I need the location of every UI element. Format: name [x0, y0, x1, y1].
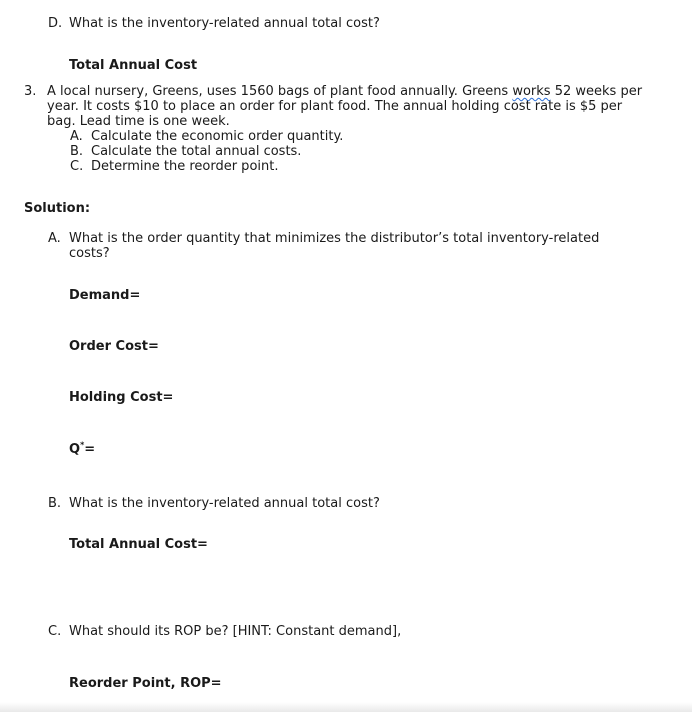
solution-b-marker: B. [48, 496, 62, 511]
solution-c-marker: C. [48, 624, 62, 639]
problem-line-3: bag. Lead time is one week. [47, 114, 230, 129]
solution-a-marker: A. [48, 231, 61, 246]
demand-label: Demand= [69, 288, 141, 303]
task-a-text: Calculate the economic order quantity. [91, 129, 344, 144]
q-equals: = [84, 442, 96, 457]
solution-b-question: What is the inventory-related annual total cost? [69, 496, 380, 511]
problem-line-2: year. It costs $10 to place an order for plant food. The annual holding cost rate is $5 per [47, 99, 623, 114]
holding-cost-label: Holding Cost= [69, 390, 174, 405]
task-c-text: Determine the reorder point. [91, 159, 279, 174]
problem-line-1 [47, 84, 642, 99]
task-c-marker: C. [70, 159, 84, 174]
question-d-text: What is the inventory-related annual total cost? [69, 16, 380, 31]
total-annual-cost-heading: Total Annual Cost [69, 58, 198, 73]
spellcheck-flagged-word: works [512, 84, 551, 99]
task-b-marker: B. [70, 144, 84, 159]
q-star-label [69, 442, 95, 457]
task-b-text: Calculate the total annual costs. [91, 144, 302, 159]
question-d-marker: D. [48, 16, 63, 31]
solution-a-question-line-2: costs? [69, 246, 110, 261]
solution-a-question-line-1: What is the order quantity that minimizes the distributor’s total inventory-related [69, 231, 600, 246]
q-letter: Q [69, 442, 81, 457]
problem-line-1-end: 52 weeks per [550, 84, 643, 99]
total-annual-cost-answer-label: Total Annual Cost= [69, 537, 208, 552]
solution-heading: Solution: [24, 201, 91, 216]
problem-number: 3. [24, 84, 37, 99]
problem-line-1-start: A local nursery, Greens, uses 1560 bags of plant food annually. Greens [47, 84, 513, 99]
solution-c-question: What should its ROP be? [HINT: Constant demand], [69, 624, 402, 639]
page-bottom-edge [0, 702, 692, 712]
reorder-point-label: Reorder Point, ROP= [69, 676, 222, 691]
task-a-marker: A. [70, 129, 83, 144]
order-cost-label: Order Cost= [69, 339, 159, 354]
q-star-superscript: * [80, 440, 85, 450]
